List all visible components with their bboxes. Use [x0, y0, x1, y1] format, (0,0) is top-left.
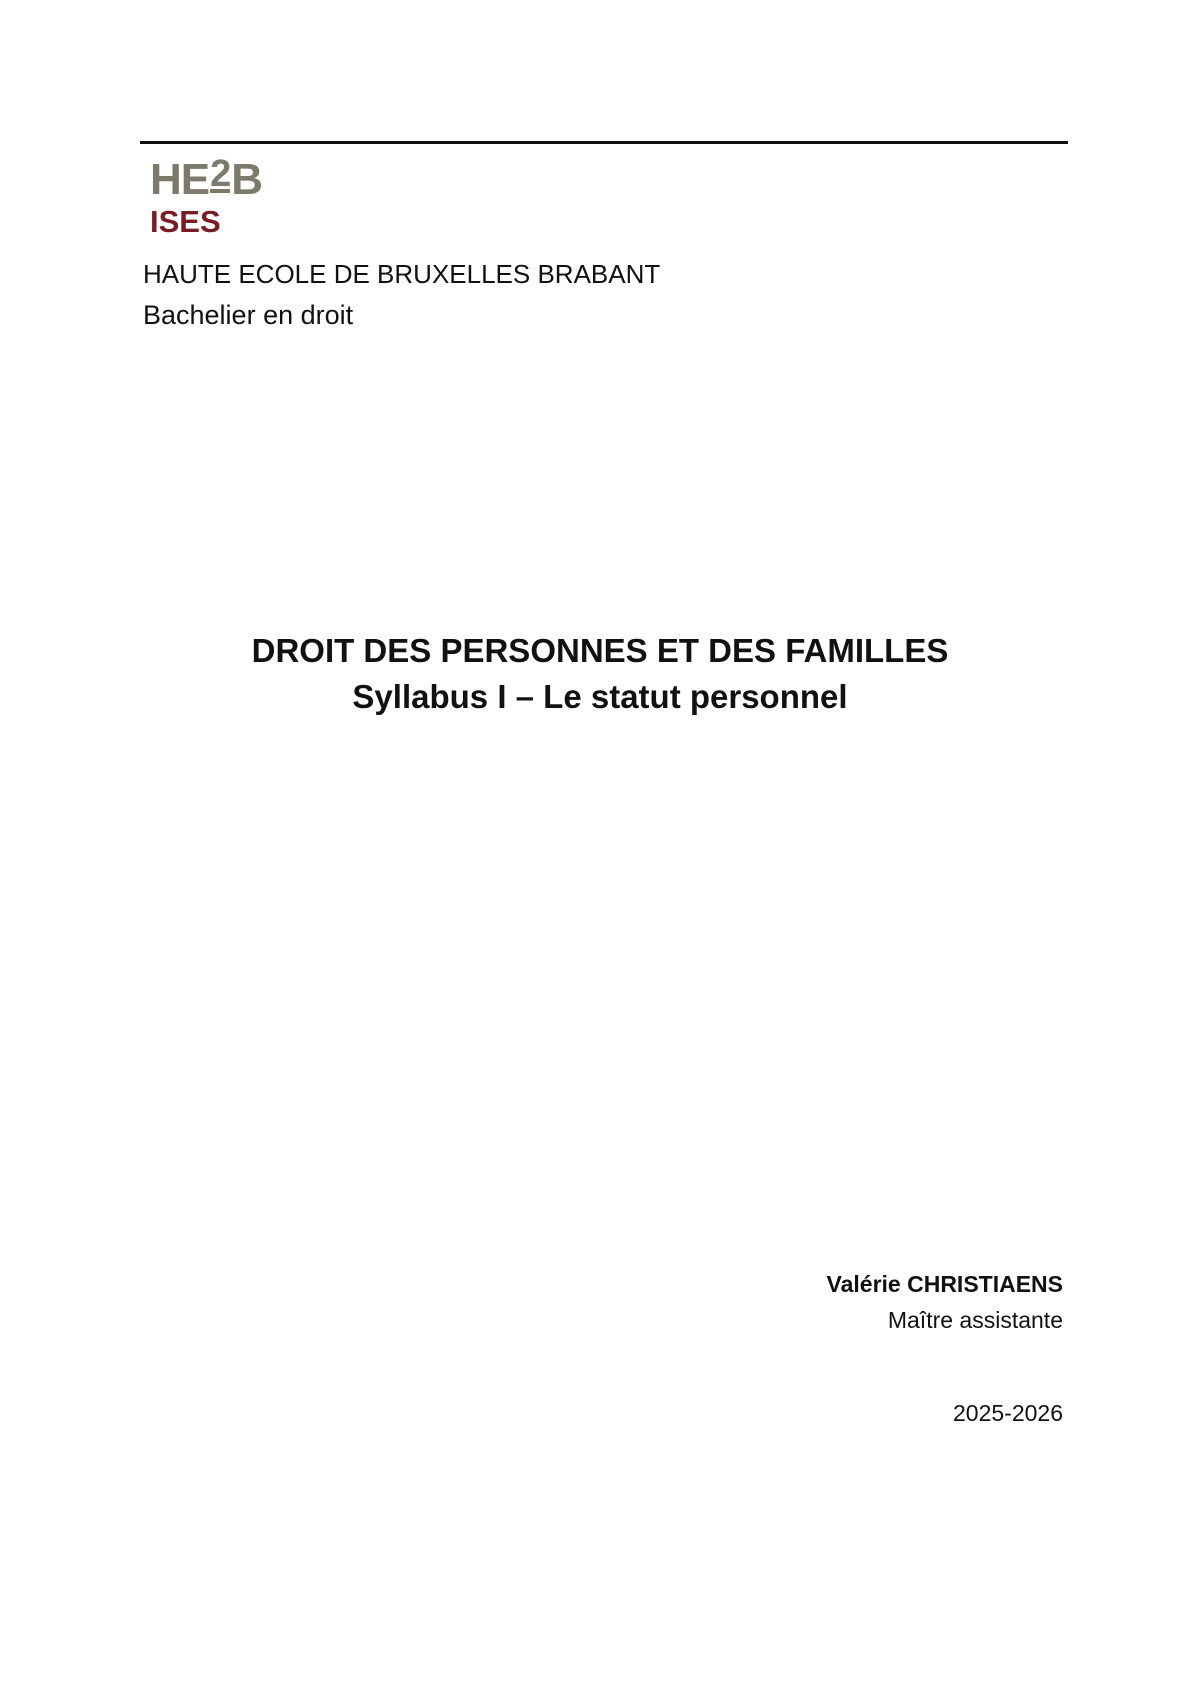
logo-he-text: HE: [150, 155, 210, 204]
document-subtitle: Syllabus I – Le statut personnel: [352, 678, 848, 715]
logo-b-text: B: [231, 155, 263, 204]
academic-year: 2025-2026: [953, 1400, 1063, 1426]
institution-name: HAUTE ECOLE DE BRUXELLES BRABANT: [143, 259, 661, 289]
author-block: [827, 1266, 1063, 1338]
logo-ises-text: ISES: [150, 204, 221, 239]
author-name: Valérie CHRISTIAENS: [826, 1271, 1063, 1297]
logo-two-superscript: 2: [210, 153, 231, 195]
program-name: Bachelier en droit: [143, 300, 354, 330]
logo-he2b-text: [150, 153, 263, 204]
author-role: Maître assistante: [887, 1307, 1063, 1333]
title-block: [0, 628, 1200, 720]
he2b-ises-logo: [150, 153, 280, 240]
top-horizontal-rule: [140, 141, 1068, 144]
document-title: DROIT DES PERSONNES ET DES FAMILLES: [251, 632, 949, 669]
